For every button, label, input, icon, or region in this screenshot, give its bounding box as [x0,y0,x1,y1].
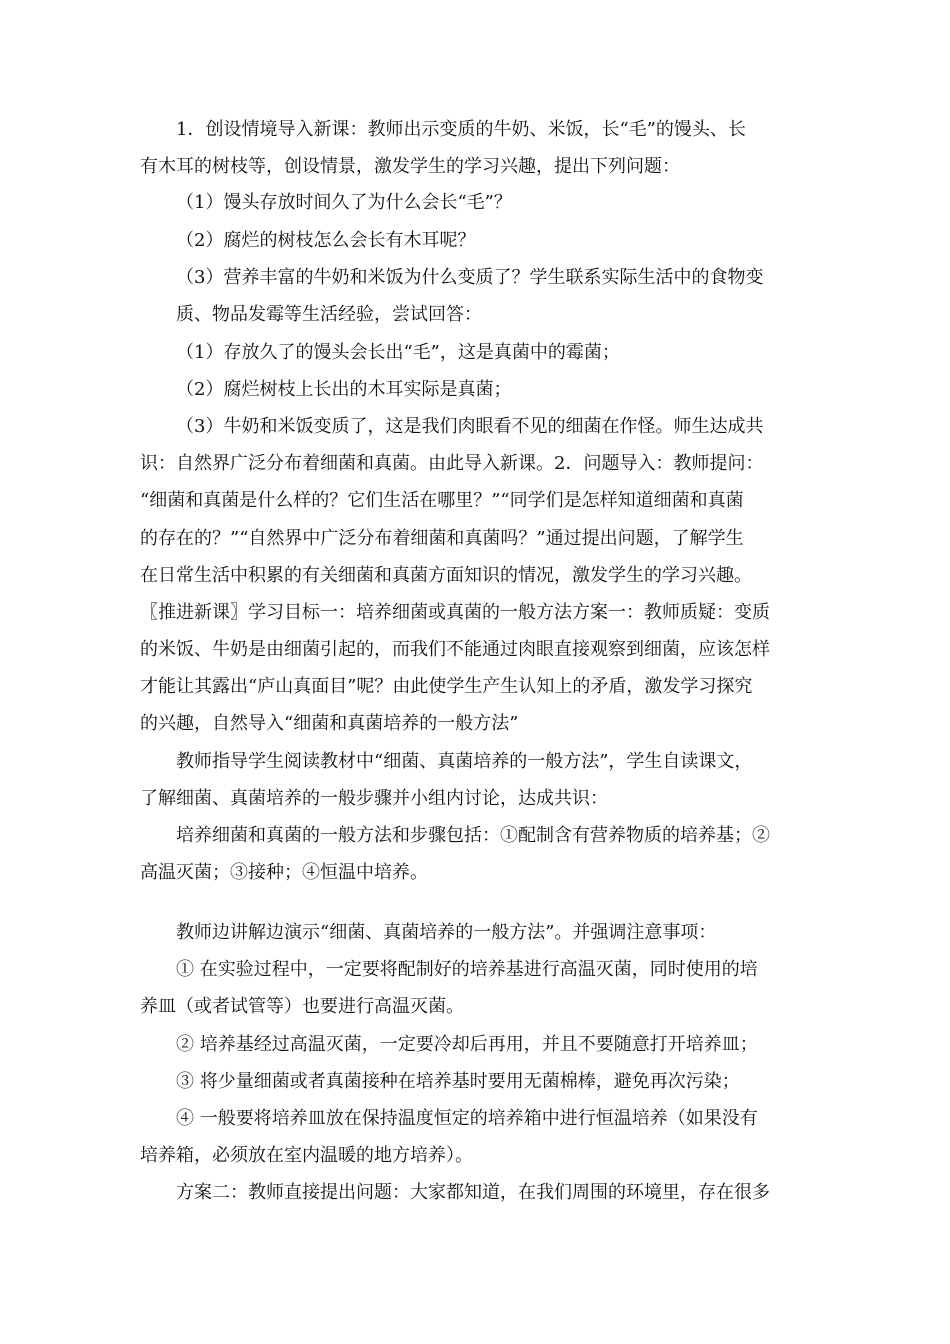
text-line: 1．创设情境导入新课：教师出示变质的牛奶、米饭，长“毛”的馒头、长 [176,119,746,140]
text-line: 质、物品发霉等生活经验，尝试回答： [176,304,482,325]
text-line: 〖推进新课〗学习目标一：培养细菌或真菌的一般方法方案一：教师质疑：变质 [140,602,770,623]
text-line: ③ 将少量细菌或者真菌接种在培养基时要用无菌棉棒，避免再次污染； [176,1071,740,1092]
text-line: 才能让其露出“庐山真面目”呢？由此使学生产生认知上的矛盾，激发学习探究 [140,676,753,697]
text-line: 识：自然界广泛分布着细菌和真菌。由此导入新课。2．问题导入：教师提问： [140,453,764,474]
text-line: 方案二：教师直接提出问题：大家都知道，在我们周围的环境里，存在很多 [176,1182,770,1203]
text-line: 养皿（或者试管等）也要进行高温灭菌。 [140,996,464,1017]
text-line: 教师指导学生阅读教材中“细菌、真菌培养的一般方法”，学生自读课文， [176,751,753,772]
text-line: 培养箱，必须放在室内温暖的地方培养）。 [140,1145,473,1166]
text-line: ① 在实验过程中，一定要将配制好的培养基进行高温灭菌，同时使用的培 [176,959,758,980]
text-line: 了解细菌、真菌培养的一般步骤并小组内讨论，达成共识： [140,788,608,809]
text-line: （1）存放久了的馒头会长出“毛”，这是真菌中的霉菌； [176,342,620,363]
text-line: （1）馒头存放时间久了为什么会长“毛”？ [176,192,512,213]
text-line: 在日常生活中积累的有关细菌和真菌方面知识的情况，激发学生的学习兴趣。 [140,565,752,586]
text-line: 培养细菌和真菌的一般方法和步骤包括：①配制含有营养物质的培养基；② [176,825,770,846]
text-line: （3）营养丰富的牛奶和米饭为什么变质了？学生联系实际生活中的食物变 [176,267,764,288]
text-line: 的存在的？”“自然界中广泛分布着细菌和真菌吗？”通过提出问题，了解学生 [140,528,744,549]
text-line: ④ 一般要将培养皿放在保持温度恒定的培养箱中进行恒温培养（如果没有 [176,1108,758,1129]
text-line: 高温灭菌；③接种；④恒温中培养。 [140,862,428,883]
text-line: ② 培养基经过高温灭菌，一定要冷却后再用，并且不要随意打开培养皿； [176,1034,758,1055]
text-line: 教师边讲解边演示“细菌、真菌培养的一般方法”。并强调注意事项： [176,922,717,943]
text-line: 有木耳的树枝等，创设情景，激发学生的学习兴趣，提出下列问题： [140,156,680,177]
text-line: （2）腐烂树枝上长出的木耳实际是真菌； [176,379,512,400]
text-line: 的兴趣，自然导入“细菌和真菌培养的一般方法” [140,713,519,734]
text-line: （3）牛奶和米饭变质了，这是我们肉眼看不见的细菌在作怪。师生达成共 [176,416,764,437]
text-line: 的米饭、牛奶是由细菌引起的，而我们不能通过肉眼直接观察到细菌，应该怎样 [140,639,770,660]
text-line: （2）腐烂的树枝怎么会长有木耳呢？ [176,230,476,251]
text-line: “细菌和真菌是什么样的？它们生活在哪里？”“同学们是怎样知道细菌和真菌 [140,490,744,511]
